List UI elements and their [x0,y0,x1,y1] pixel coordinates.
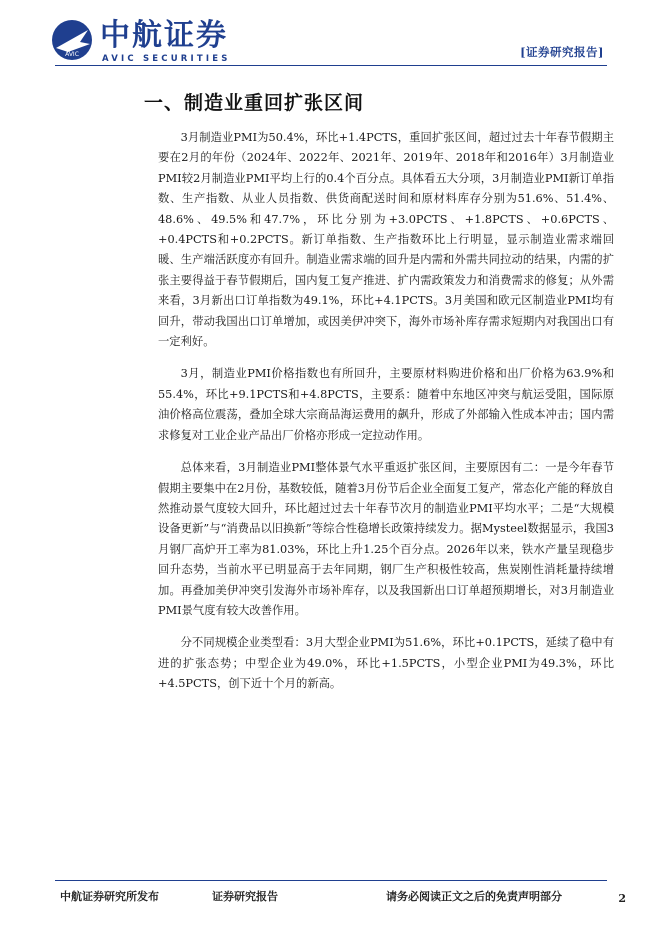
footer-publisher: 中航证券研究所发布 [60,890,159,903]
footer-report-type: 证券研究报告 [212,890,278,903]
avic-logo-icon [50,18,94,62]
header-divider [55,65,607,66]
logo-mark-text: AVIC [65,51,79,58]
paragraph-3: 总体来看，3月制造业PMI整体景气水平重返扩张区间，主要原因有二：一是今年春节假期主要集中在2月份，基数较低，随着3月份节后企业全面复工复产，常态化产能的释放自然推动景气度较大回升，环比超过过去十年春节次月的制造业PMI平均水平；二是“大规模设备更新”与“消费品以旧换新”等综合性稳增长政策持续发力。据Mysteel数据显示，我国3月钢厂高炉开工率为81.03%，环比上升1.25个百分点。2026年以来，铁水产量呈现稳步回升态势，当前水平已明显高于去年同期，钢厂生产积极性较高，焦炭刚性消耗量持续增加。再叠加美伊冲突引发海外市场补库存，以及我国新出口订单超预期增长，对3月制造业PMI景气度有较大改善作用。 [158,461,614,617]
page-header [0,0,662,70]
report-type-tag: [证券研究报告] [520,45,604,59]
section-title: 一、制造业重回扩张区间 [144,92,365,114]
logo-chinese-name: 中航证券 [100,18,228,53]
footer-disclaimer: 请务必阅读正文之后的免责声明部分 [386,890,562,903]
logo-english-name: AVIC SECURITIES [102,54,231,64]
footer-divider [55,880,607,881]
avic-logo [50,18,260,66]
page-number: 2 [618,892,626,905]
body-text [158,128,614,707]
paragraph-1: 3月制造业PMI为50.4%，环比+1.4PCTS，重回扩张区间，超过过去十年春节假期主要在2月的年份（2024年、2022年、2021年、2019年、2018年和2016年）3月制造业PMI较2月制造业PMI平均上行的0.4个百分点。具体看五大分项，3月制造业PMI新订单指数、生产指数、从业人员指数、供货商配送时间和原材料库存分别为51.6%、51.4%、48.6%、49.5%和47.7%，环比分别为+3.0PCTS、+1.8PCTS、+0.6PCTS、+0.4PCTS和+0.2PCTS。新订单指数、生产指数环比上行明显，显示制造业需求端回暖、生产端活跃度亦有回升。制造业需求端的回升是内需和外需共同拉动的结果，内需的扩张主要得益于春节假期后，国内复工复产推进、扩内需政策发力和消费需求的修复；从外需来看，3月新出口订单指数为49.1%，环比+4.1PCTS。3月美国和欧元区制造业PMI均有回升，带动我国出口订单增加，或因美伊冲突下，海外市场补库存需求短期内对我国出口有一定利好。 [158,131,614,349]
paragraph-4: 分不同规模企业类型看：3月大型企业PMI为51.6%，环比+0.1PCTS，延续了稳中有进的扩张态势；中型企业为49.0%，环比+1.5PCTS，小型企业PMI为49.3%，环比+4.5PCTS，创下近十个月的新高。 [158,636,614,691]
paragraph-2: 3月，制造业PMI价格指数也有所回升，主要原材料购进价格和出厂价格为63.9%和55.4%，环比+9.1PCTS和+4.8PCTS，主要系：随着中东地区冲突与航运受阻，国际原油价格高位震荡，叠加全球大宗商品海运费用的飙升，形成了外部输入性成本冲击；国内需求修复对工业企业产品出厂价格亦形成一定拉动作用。 [158,367,614,442]
